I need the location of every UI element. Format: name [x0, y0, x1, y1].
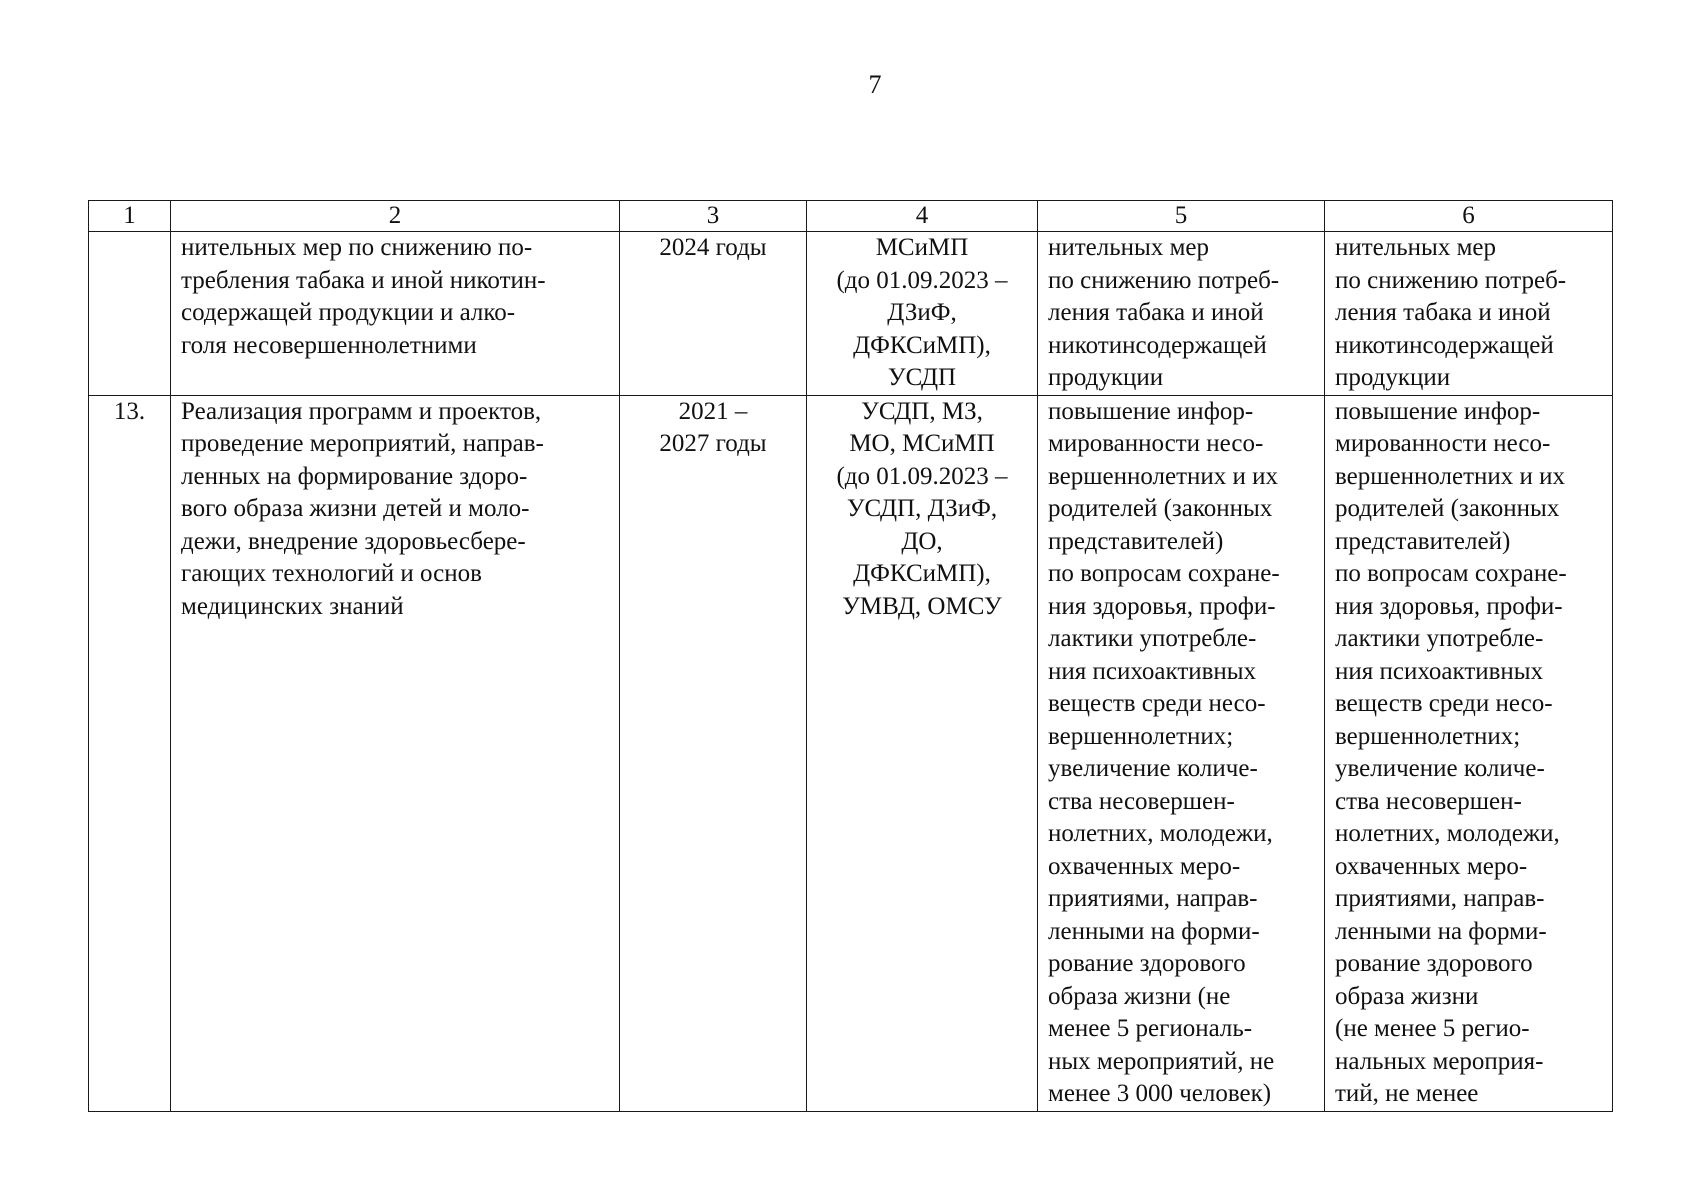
- cell-text-line: представителей): [1335, 527, 1511, 555]
- cell-text-line: медицинских знаний: [181, 592, 404, 620]
- cell-text-line: МСиМП: [875, 234, 969, 261]
- cell-text-line: мированности несо-: [1335, 430, 1551, 457]
- cell-text-line: содержащей продукции и алко-: [181, 299, 516, 326]
- header-cell: 3: [620, 201, 807, 232]
- cell-text-line: ДО,: [901, 527, 943, 555]
- cell-text-line: УСДП, ДЗиФ,: [846, 495, 998, 522]
- cell-text-line: ства несовершен-: [1048, 787, 1235, 815]
- cell-text-line: вершеннолетних;: [1335, 722, 1521, 750]
- cell-text-line: требления табака и иной никотин-: [181, 266, 546, 294]
- cell-text-line: продукции: [1335, 364, 1451, 391]
- period-cell: [620, 395, 807, 1111]
- cell-text-line: веществ среди несо-: [1335, 690, 1553, 717]
- cell-text-line: образа жизни: [1335, 982, 1479, 1010]
- cell-text-line: вершеннолетних и их: [1048, 462, 1279, 490]
- cell-text-line: повышение инфор-: [1335, 397, 1541, 425]
- cell-text-line: УСДП: [887, 364, 957, 391]
- cell-text-line: нительных мер: [1048, 234, 1209, 261]
- cell-text-line: вершеннолетних и их: [1335, 462, 1566, 490]
- cell-text-line: ния психоактивных: [1048, 657, 1257, 685]
- cell-text-line: ния психоактивных: [1335, 657, 1544, 685]
- cell-text-line: нительных мер по снижению по-: [181, 234, 533, 261]
- cell-text-line: нолетних, молодежи,: [1048, 820, 1273, 847]
- measures-table: [88, 200, 1613, 1112]
- cell-text-line: по снижению потреб-: [1335, 266, 1567, 294]
- cell-text-line: по вопросам сохране-: [1335, 560, 1567, 587]
- cell-text-line: нительных мер: [1335, 234, 1496, 261]
- cell-text-line: ления табака и иной: [1335, 299, 1551, 326]
- measure-description-cell: [171, 395, 620, 1111]
- cell-text-line: ленными на форми-: [1048, 917, 1260, 945]
- cell-text-line: дежи, внедрение здоровьесбере-: [181, 527, 526, 555]
- cell-text-line: МО, МСиМП: [849, 430, 995, 457]
- cell-text-line: увеличение количе-: [1335, 755, 1545, 782]
- executors-cell: [807, 232, 1038, 396]
- cell-text-line: вого образа жизни детей и моло-: [181, 495, 530, 522]
- cell-text-line: гающих технологий и основ: [181, 560, 482, 587]
- cell-text-line: ления табака и иной: [1048, 299, 1264, 326]
- cell-text-line: лактики употребле-: [1335, 625, 1544, 652]
- executors-cell: [807, 395, 1038, 1111]
- cell-text-line: повышение инфор-: [1048, 397, 1254, 425]
- header-cell: 2: [171, 201, 620, 232]
- cell-text-line: ленных на формирование здоро-: [181, 462, 528, 490]
- cell-text-line: ных мероприятий, не: [1048, 1047, 1275, 1075]
- cell-text-line: мированности несо-: [1048, 430, 1264, 457]
- row-number-cell: [89, 232, 171, 396]
- measure-description-cell: [171, 232, 620, 396]
- cell-text-line: веществ среди несо-: [1048, 690, 1266, 717]
- header-cell: 4: [807, 201, 1038, 232]
- cell-text-line: УМВД, ОМСУ: [842, 592, 1002, 620]
- cell-text-line: продукции: [1048, 364, 1164, 391]
- cell-text-line: голя несовершеннолетними: [181, 331, 477, 359]
- expected-result-cell: [1038, 395, 1325, 1111]
- cell-text-line: охваченных меро-: [1335, 852, 1528, 880]
- cell-text-line: по снижению потреб-: [1048, 266, 1280, 294]
- cell-text-line: увеличение количе-: [1048, 755, 1258, 782]
- cell-text-line: менее 3 000 человек): [1048, 1080, 1272, 1107]
- cell-text-line: ленными на форми-: [1335, 917, 1547, 945]
- table-header-row: [89, 201, 1613, 232]
- cell-text-line: по вопросам сохране-: [1048, 560, 1280, 587]
- header-cell: 6: [1325, 201, 1613, 232]
- cell-text-line: УСДП, МЗ,: [861, 397, 983, 425]
- cell-text-line: 2021 –: [678, 397, 748, 425]
- table-row: [89, 395, 1613, 1111]
- cell-text-line: 2027 годы: [659, 430, 767, 457]
- cell-text-line: нальных мероприя-: [1335, 1047, 1544, 1075]
- table-row: [89, 232, 1613, 396]
- cell-text-line: родителей (законных: [1335, 495, 1560, 522]
- cell-text-line: (до 01.09.2023 –: [836, 462, 1008, 490]
- cell-text-line: менее 5 региональ-: [1048, 1015, 1253, 1042]
- expected-result-cell: [1038, 232, 1325, 396]
- cell-text-line: 2024 годы: [659, 234, 767, 261]
- row-number-cell: 13.: [89, 395, 171, 1111]
- cell-text-line: нолетних, молодежи,: [1335, 820, 1560, 847]
- result-cell: [1325, 395, 1613, 1111]
- period-cell: [620, 232, 807, 396]
- cell-text-line: охваченных меро-: [1048, 852, 1241, 880]
- cell-text-line: приятиями, направ-: [1048, 885, 1258, 912]
- header-cell: 5: [1038, 201, 1325, 232]
- cell-text-line: никотинсодержащей: [1335, 331, 1554, 359]
- page-number: 7: [868, 70, 882, 99]
- cell-text-line: рование здорового: [1335, 950, 1533, 977]
- cell-text-line: ния здоровья, профи-: [1335, 592, 1563, 620]
- cell-text-line: лактики употребле-: [1048, 625, 1257, 652]
- cell-text-line: ДЗиФ,: [887, 299, 957, 326]
- cell-text-line: ния здоровья, профи-: [1048, 592, 1276, 620]
- cell-text-line: тий, не менее: [1335, 1080, 1479, 1107]
- cell-text-line: родителей (законных: [1048, 495, 1273, 522]
- cell-text-line: рование здорового: [1048, 950, 1246, 977]
- cell-text-line: (не менее 5 регио-: [1335, 1015, 1530, 1042]
- cell-text-line: представителей): [1048, 527, 1224, 555]
- cell-text-line: приятиями, направ-: [1335, 885, 1545, 912]
- cell-text-line: Реализация программ и проектов,: [181, 397, 542, 425]
- cell-text-line: никотинсодержащей: [1048, 331, 1267, 359]
- cell-text-line: проведение мероприятий, направ-: [181, 430, 544, 457]
- cell-text-line: ДФКСиМП),: [853, 560, 991, 587]
- cell-text-line: ДФКСиМП),: [853, 331, 991, 359]
- header-cell: 1: [89, 201, 171, 232]
- cell-text-line: образа жизни (не: [1048, 982, 1231, 1010]
- result-cell: [1325, 232, 1613, 396]
- cell-text-line: (до 01.09.2023 –: [836, 266, 1008, 294]
- cell-text-line: вершеннолетних;: [1048, 722, 1234, 750]
- cell-text-line: ства несовершен-: [1335, 787, 1522, 815]
